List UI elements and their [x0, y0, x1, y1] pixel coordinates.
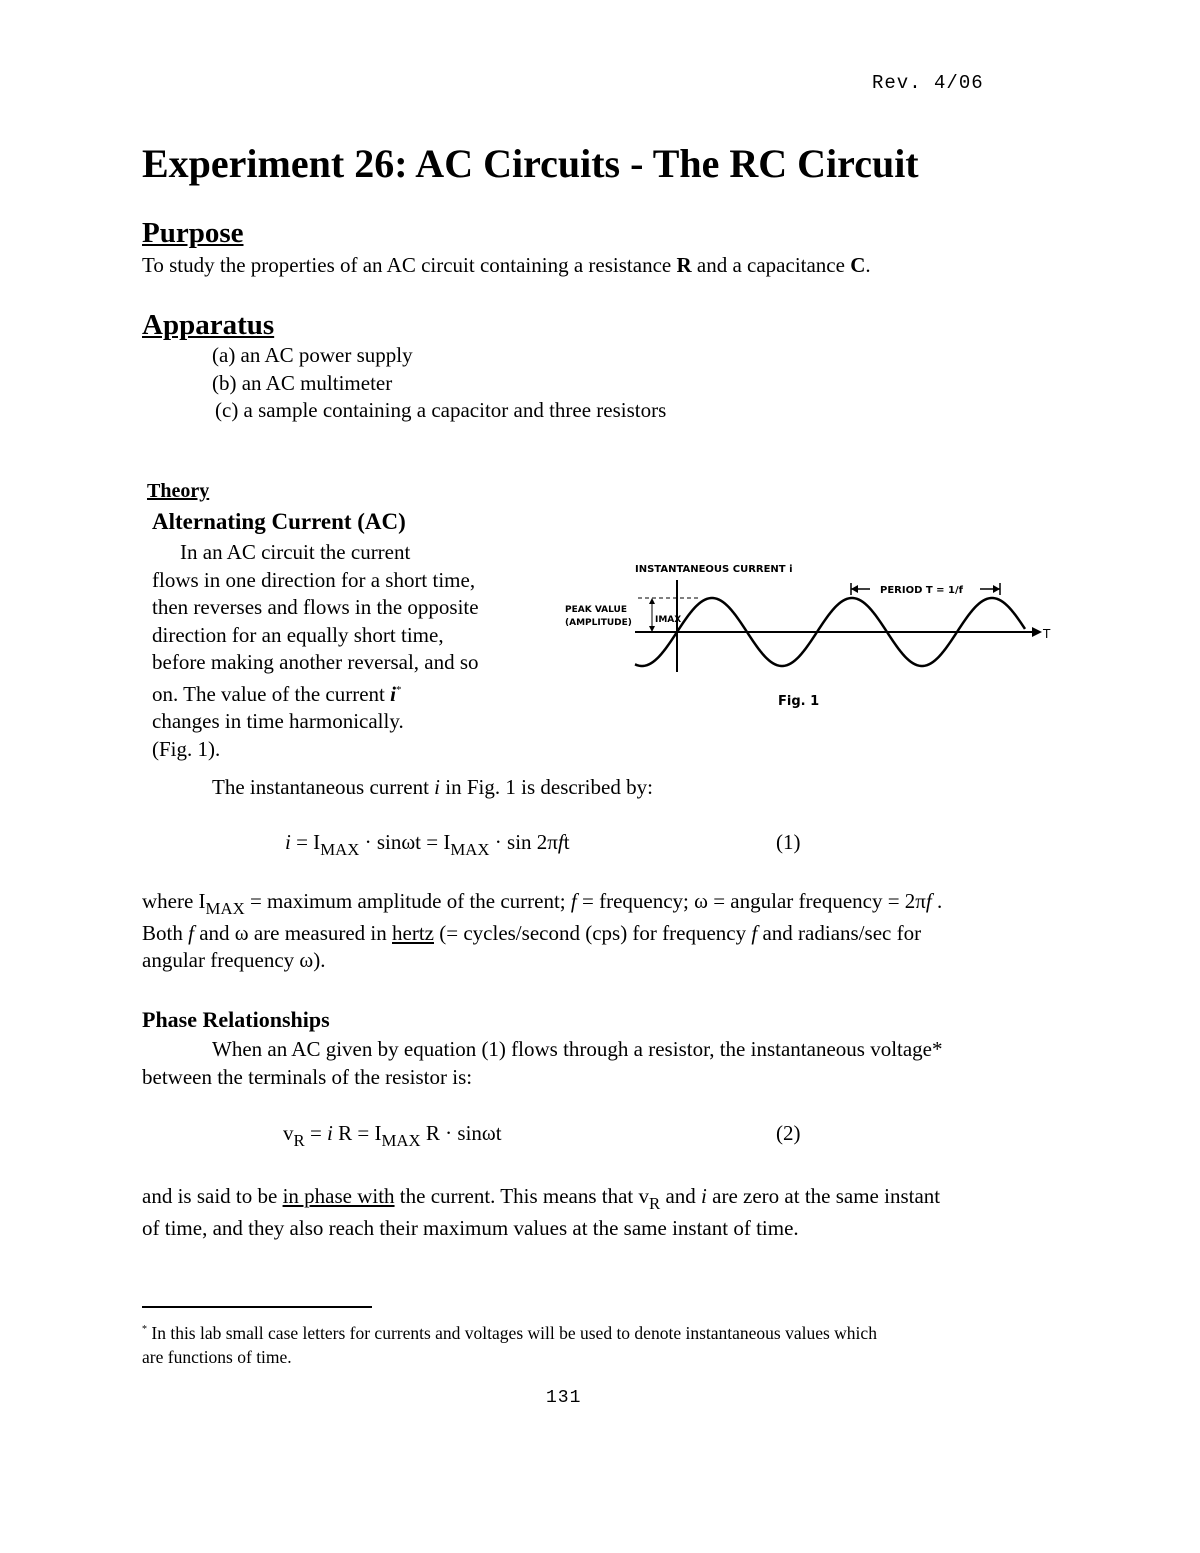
theory-heading: Theory: [147, 480, 210, 502]
time-axis-arrow: [1032, 627, 1042, 637]
revision-label: Rev. 4/06: [872, 72, 984, 94]
figure-caption: Fig. 1: [778, 694, 820, 709]
page-number: 131: [546, 1388, 582, 1408]
peak-label: PEAK VALUE: [565, 605, 628, 615]
apparatus-heading: Apparatus: [142, 309, 275, 341]
apparatus-list: [212, 342, 666, 425]
time-axis-label: T: [1043, 627, 1051, 641]
purpose-heading: Purpose: [142, 217, 244, 249]
apparatus-item: (c) a sample containing a capacitor and three resistors: [215, 398, 667, 422]
in-phase-term: in phase with: [282, 1184, 395, 1208]
phase-paragraph: When an AC given by equation (1) flows through a resistor, the instantaneous voltage* between the terminals of the resistor is:: [142, 1037, 943, 1089]
ac-subheading: Alternating Current (AC): [152, 509, 406, 534]
footnote: * In this lab small case letters for currents and voltages will be used to denote instantaneous values which are functions of time.: [142, 1322, 877, 1367]
in-phase-paragraph: and is said to be in phase with the current. This means that $v_R$ and i are zero at the same instant of time, and they also reach their maximum values at the same instant of time.: [142, 1184, 941, 1240]
equation-2-number: (2): [776, 1121, 801, 1145]
page-title: Experiment 26: AC Circuits - The RC Circuit: [142, 141, 919, 186]
phase-heading: Phase Relationships: [142, 1007, 330, 1032]
instantaneous-intro: The instantaneous current i in Fig. 1 is described by:: [212, 775, 653, 799]
figure-1-sine-wave: [560, 550, 1065, 720]
equation-2: $v_R = i$ $R = I_{MAX}$ R · sinωt: [283, 1121, 502, 1150]
ac-paragraph: In an AC circuit the current flows in one direction for a short time, then reverses and flows in the opposite direction for an equally short time, before making another reversal, and so on. The value of the current i* changes in time harmonically. (Fig. 1).: [152, 540, 479, 761]
imax-label: IMAX: [655, 615, 682, 625]
figure-title: INSTANTANEOUS CURRENT i: [635, 564, 793, 575]
apparatus-item: (b) an AC multimeter: [212, 370, 393, 395]
amplitude-label: (AMPLITUDE): [565, 618, 632, 628]
purpose-text: To study the properties of an AC circuit containing a resistance R and a capacitance C.: [142, 253, 871, 277]
equation-1: $i = I_{MAX} \cdot \sin\omega t = I_{MAX} \cdot \sin 2\pi ft$: [285, 830, 570, 859]
period-label: PERIOD T = 1/f: [880, 585, 963, 596]
where-paragraph: where $I_{MAX}$ = maximum amplitude of the current; f = frequency; ω = angular frequency = 2πf . Both f and ω are measured in hertz (= cycles/second (cps) for frequency f and radians/sec for angular frequency ω).: [142, 889, 943, 972]
hertz-term: hertz: [392, 920, 434, 945]
equation-1-number: (1): [776, 830, 801, 854]
footnote-rule: [142, 1306, 372, 1308]
apparatus-item: (a) an AC power supply: [212, 343, 413, 367]
